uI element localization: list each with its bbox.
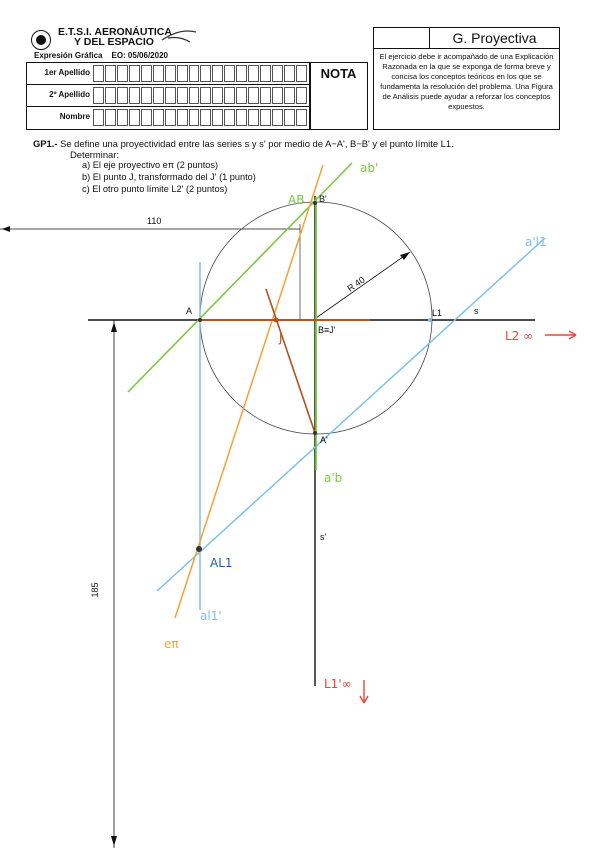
topic-title: G. Proyectiva [429,28,559,49]
course-name: Expresión Gráfica [34,51,103,60]
point-l1 [428,318,432,322]
label-b-prime: B' [319,194,327,204]
grade-label: NOTA [320,66,357,81]
hw-ab-prime: ab' [360,161,379,175]
hw-j: J [279,331,283,345]
hw-l1-inf: L1'∞ [324,677,352,691]
hw-al1: AL1 [210,556,233,570]
point-a-prime [313,431,317,435]
label-a: A [186,306,193,316]
field-label: 1er Apellido [44,68,90,77]
dim-110-label: 110 [147,216,162,226]
point-j [274,318,279,323]
hw-a-b: a'b [324,471,343,485]
label-s-prime: s' [320,532,327,542]
label-b-j-prime: B≡J' [318,325,336,335]
ask-label: Determinar: [70,149,119,160]
question-a: a) El eje proyectivo eπ (2 puntos) [82,160,219,170]
exam-code: EO: 05/06/2020 [111,51,168,60]
field-label: 2º Apellido [49,90,90,99]
radius-label: R 40 [345,274,367,294]
hw-ab: AB [288,193,305,207]
hw-al1-prime: al1' [200,609,222,623]
school-line-2: Y DEL ESPACIO [74,36,154,48]
hw-a-l1: a'l1 [525,235,547,249]
line-brown-j [266,289,315,433]
question-b: b) El punto J, transformado del J' (1 punto) [82,172,256,182]
topic-note: El ejercicio debe ir acompañado de una Explicación Razonada en la que se exponga de forma breve y concisa los conceptos teóricos en los que se fundamenta la resolución del problema. Una Figura de Análisis puede ayudar a reforzar los conceptos expuestos. [379,52,554,111]
question-c: c) El otro punto límite L2' (2 puntos) [82,184,228,194]
problem-id: GP1.- [33,138,58,149]
label-a-prime: A' [320,435,328,445]
hw-e-pi: eπ [164,637,179,651]
point-a [198,318,202,322]
point-b-prime [313,201,317,205]
hw-l2-inf: L2 ∞ [505,329,534,343]
field-label: Nombre [59,112,90,121]
problem-text: Se define una proyectividad entre las series s y s' por medio de A−A', B−B' y el punto límite L1. [60,138,454,149]
school-line-1: E.T.S.I. AERONÁUTICA [58,26,172,38]
point-al1 [196,546,202,552]
dim-185-label: 185 [90,582,100,598]
label-l1: L1 [432,308,443,318]
label-s: s [474,306,479,316]
